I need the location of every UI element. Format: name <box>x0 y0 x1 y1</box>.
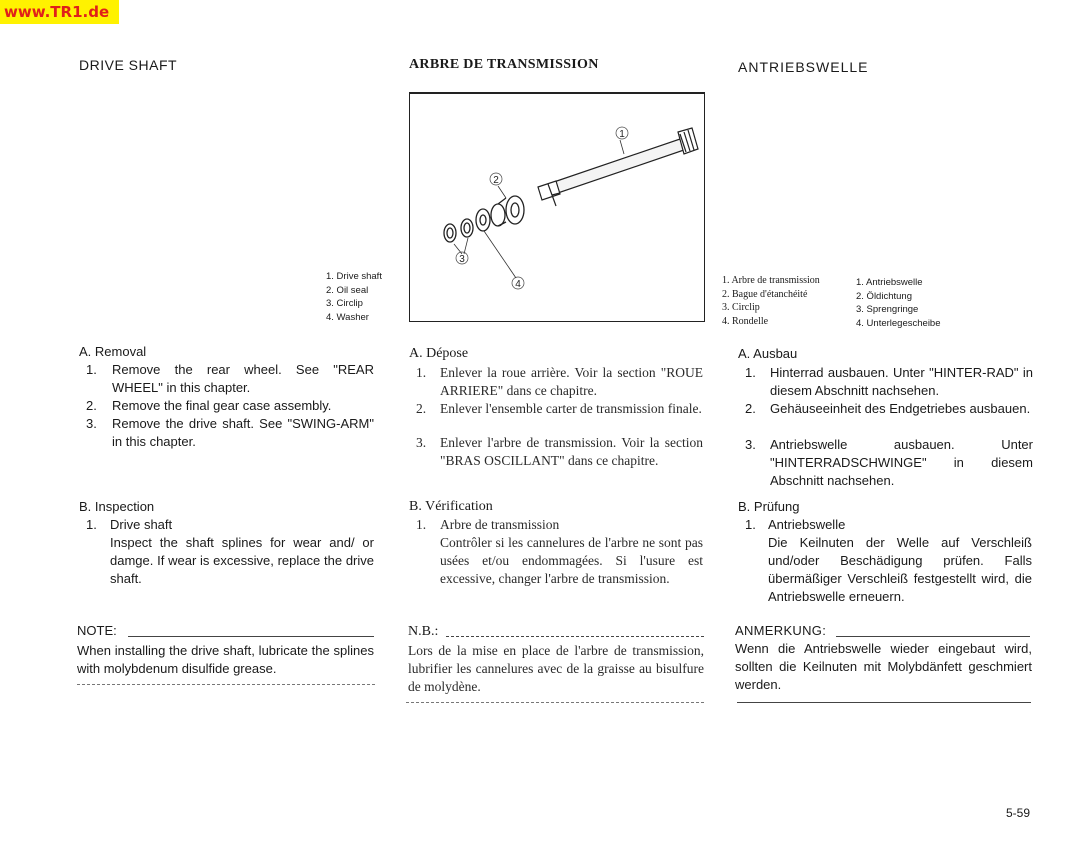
de-removal-step <box>745 436 1035 490</box>
de-inspection-text: Die Keilnuten der Welle auf Verschleiß und/oder Beschädigung prüfen. Falls übermäßiger Verschleiß festgestellt wird, die Antriebswelle erneuern. <box>768 535 1032 604</box>
drive-shaft-figure <box>409 92 705 322</box>
en-step-number: 3. <box>86 416 97 431</box>
legend-de-item: 4. Unterlegescheibe <box>856 317 941 329</box>
fr-removal-heading: A. Dépose <box>409 346 469 361</box>
de-inspection-title: Antriebswelle <box>768 517 846 532</box>
legend-fr-item: 4. Rondelle <box>722 315 769 327</box>
en-removal-heading: A. Removal <box>79 344 147 359</box>
fr-inspection-number: 1. <box>416 517 427 532</box>
callout-2: 2 <box>493 175 499 186</box>
title-en: DRIVE SHAFT <box>79 57 178 73</box>
en-removal-step <box>86 361 376 397</box>
site-watermark[interactable]: www.TR1.de <box>0 0 119 24</box>
de-inspection-heading: B. Prüfung <box>738 499 800 514</box>
fr-removal-step <box>416 400 706 436</box>
fr-note-text: Lors de la mise en place de l'arbre de transmission, lubrifier les cannelures avec de la graisse au bisulfure de molydène. <box>408 643 704 694</box>
legend-fr-item: 3. Circlip <box>722 302 760 313</box>
fr-step-number: 1. <box>416 365 427 380</box>
fr-note-rule <box>446 636 704 637</box>
en-step-text: Remove the drive shaft. See "SWING-ARM" in this chapter. <box>112 416 374 449</box>
en-step-text: Remove the rear wheel. See "REAR WHEEL" in this chapter. <box>112 362 374 395</box>
de-inspection-item <box>745 516 1035 534</box>
en-inspection-item <box>86 516 376 534</box>
de-step-number: 3. <box>745 437 756 452</box>
fr-removal-step <box>416 364 706 400</box>
callout-4: 4 <box>515 279 521 290</box>
legend-en-item: 2. Oil seal <box>326 284 369 296</box>
fr-step-number: 3. <box>416 435 427 450</box>
fr-inspection-title: Arbre de transmission <box>440 517 560 532</box>
fr-removal-step <box>416 434 706 488</box>
de-removal-heading: A. Ausbau <box>738 346 798 361</box>
de-step-text: Gehäuseeinheit des Endgetriebes ausbauen. <box>770 401 1031 416</box>
de-removal-step <box>745 400 1035 436</box>
drive-shaft-diagram <box>410 94 704 322</box>
en-note-label: NOTE: <box>77 623 117 638</box>
de-step-text: Antriebswelle ausbauen. Unter "HINTERRADSCHWINGE" in diesem Abschnitt nachsehen. <box>770 437 1033 488</box>
en-note-text: When installing the drive shaft, lubricate the splines with molybdenum disulfide grease. <box>77 643 374 676</box>
page-number: 5-59 <box>1006 806 1031 820</box>
de-note-text: Wenn die Antriebswelle wieder eingebaut wird, sollten die Keilnuten mit Molybdänfett geschmiert werden. <box>735 641 1032 692</box>
fr-inspection-heading: B. Vérification <box>409 499 493 514</box>
en-step-number: 1. <box>86 362 97 377</box>
en-note-end-rule <box>77 684 375 685</box>
legend-de-item: 2. Öldichtung <box>856 290 912 302</box>
fr-inspection-text: Contrôler si les cannelures de l'arbre ne sont pas usées et/ou endommagées. Si l'usure est excessive, changer l'arbre de transmission. <box>440 535 703 586</box>
fr-step-number: 2. <box>416 401 427 416</box>
de-note-rule <box>836 636 1030 637</box>
legend-fr <box>722 274 820 328</box>
en-inspection-heading: B. Inspection <box>79 499 155 514</box>
title-fr: ARBRE DE TRANSMISSION <box>409 57 599 72</box>
en-step-number: 2. <box>86 398 97 413</box>
de-note-end-rule <box>737 702 1031 703</box>
legend-fr-item: 2. Bague d'étanchéité <box>722 288 808 300</box>
fr-step-text: Enlever l'arbre de transmission. Voir la section "BRAS OSCILLANT" dans ce chapitre. <box>440 435 703 468</box>
en-step-text: Remove the final gear case assembly. <box>112 398 332 413</box>
legend-en-item: 1. Drive shaft <box>326 271 382 282</box>
title-de: ANTRIEBSWELLE <box>738 59 869 75</box>
fr-inspection-item <box>416 516 706 534</box>
de-note-label: ANMERKUNG: <box>735 623 827 638</box>
en-inspection-number: 1. <box>86 517 97 532</box>
en-removal-step <box>86 415 376 451</box>
fr-step-text: Enlever la roue arrière. Voir la section "ROUE ARRIERE" dans ce chapitre. <box>440 365 703 398</box>
legend-fr-item: 1. Arbre de transmission <box>722 275 820 286</box>
legend-de-item: 1. Antriebswelle <box>856 277 923 288</box>
en-removal-step <box>86 397 376 415</box>
callout-1: 1 <box>619 129 625 140</box>
de-inspection-number: 1. <box>745 517 756 532</box>
fr-note-label: N.B.: <box>408 624 439 639</box>
de-step-number: 1. <box>745 365 756 380</box>
en-inspection-text: Inspect the shaft splines for wear and/ or damge. If wear is excessive, replace the drive shaft. <box>110 535 374 586</box>
de-step-text: Hinterrad ausbauen. Unter "HINTER-RAD" in diesem Abschnitt nachsehen. <box>770 365 1033 398</box>
en-inspection-title: Drive shaft <box>110 517 173 532</box>
legend-en-item: 4. Washer <box>326 311 369 323</box>
de-step-number: 2. <box>745 401 756 416</box>
legend-en-item: 3. Circlip <box>326 298 363 309</box>
fr-step-text: Enlever l'ensemble carter de transmission finale. <box>440 401 702 416</box>
de-removal-step <box>745 364 1035 400</box>
en-note-rule <box>128 636 374 637</box>
legend-de-item: 3. Sprengringe <box>856 304 919 315</box>
fr-note-end-rule <box>406 702 704 703</box>
callout-3: 3 <box>459 254 465 265</box>
legend-en <box>326 270 382 324</box>
legend-de <box>856 276 941 330</box>
